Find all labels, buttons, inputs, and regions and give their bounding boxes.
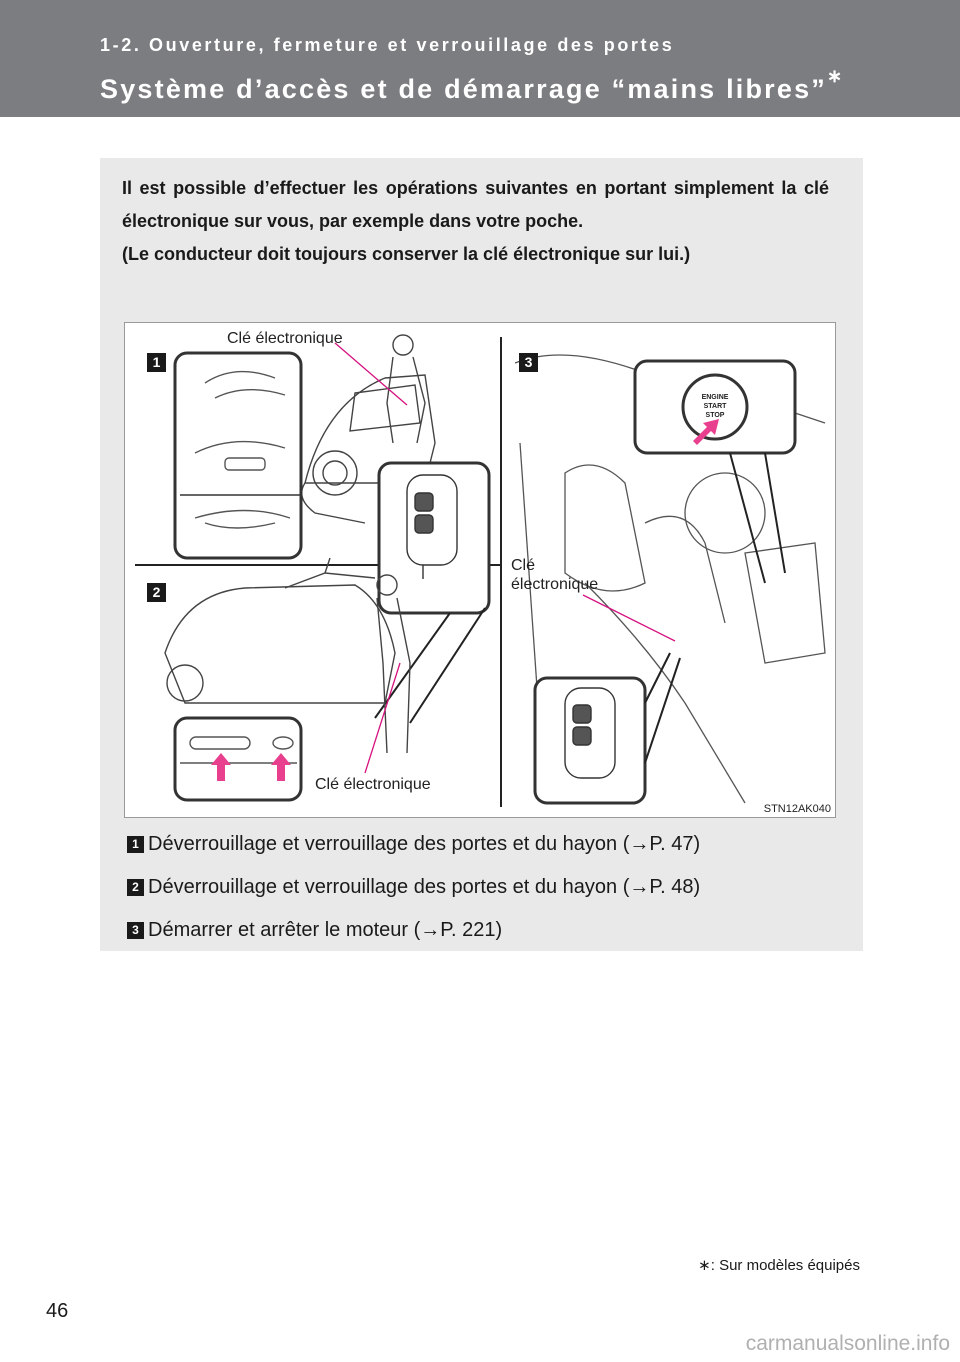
footnote: ∗: Sur modèles équipés — [698, 1257, 860, 1274]
section-title: 1-2. Ouverture, fermeture et verrouillage des portes — [100, 35, 675, 55]
figure-badge-3: 3 — [519, 353, 538, 372]
intro-note: (Le conducteur doit toujours conserver la clé électronique sur lui.) — [122, 244, 691, 264]
page-title-text: Système d’accès et de démarrage “mains libres” — [100, 74, 828, 104]
legend-badge: 2 — [127, 879, 144, 896]
watermark: carmanualsonline.info — [745, 1332, 950, 1355]
figure-code: STN12AK040 — [763, 803, 831, 815]
legend-item — [127, 909, 700, 952]
page-number: 46 — [46, 1300, 69, 1322]
stop-label: STOP — [705, 412, 725, 419]
label-key-bottom: Clé électronique — [315, 776, 431, 793]
intro-paragraph: Il est possible d’effectuer les opérations suivantes en portant simplement la clé électronique sur vous, par exemple dans votre poche. — [122, 178, 829, 231]
page-header — [0, 0, 960, 117]
label-key-right-line2: électronique — [511, 576, 599, 593]
legend-item — [127, 823, 700, 866]
start-label: START — [703, 403, 727, 410]
figure-badge-1: 1 — [147, 353, 166, 372]
legend-text: Démarrer et arrêter le moteur (→P. 221) — [148, 919, 503, 941]
engine-label: ENGINE — [701, 394, 729, 401]
label-key-right-line1: Clé — [511, 557, 536, 574]
title-footnote-marker: ∗ — [827, 66, 845, 86]
label-key-right — [511, 556, 598, 594]
legend-text: Déverrouillage et verrouillage des portes et du hayon (→P. 47) — [148, 833, 701, 855]
car-rear-drawing — [165, 558, 395, 703]
illustration — [124, 322, 836, 818]
label-key-top: Clé électronique — [227, 330, 343, 347]
legend-badge: 1 — [127, 836, 144, 853]
page-title — [100, 66, 845, 105]
legend-list — [127, 823, 700, 952]
intro-text — [122, 172, 829, 271]
figure-badge-2: 2 — [147, 583, 166, 602]
legend-badge: 3 — [127, 922, 144, 939]
handle-inset-frame — [175, 353, 301, 558]
legend-text: Déverrouillage et verrouillage des portes et du hayon (→P. 48) — [148, 876, 701, 898]
legend-item — [127, 866, 700, 909]
illustration-drawing — [125, 323, 837, 819]
